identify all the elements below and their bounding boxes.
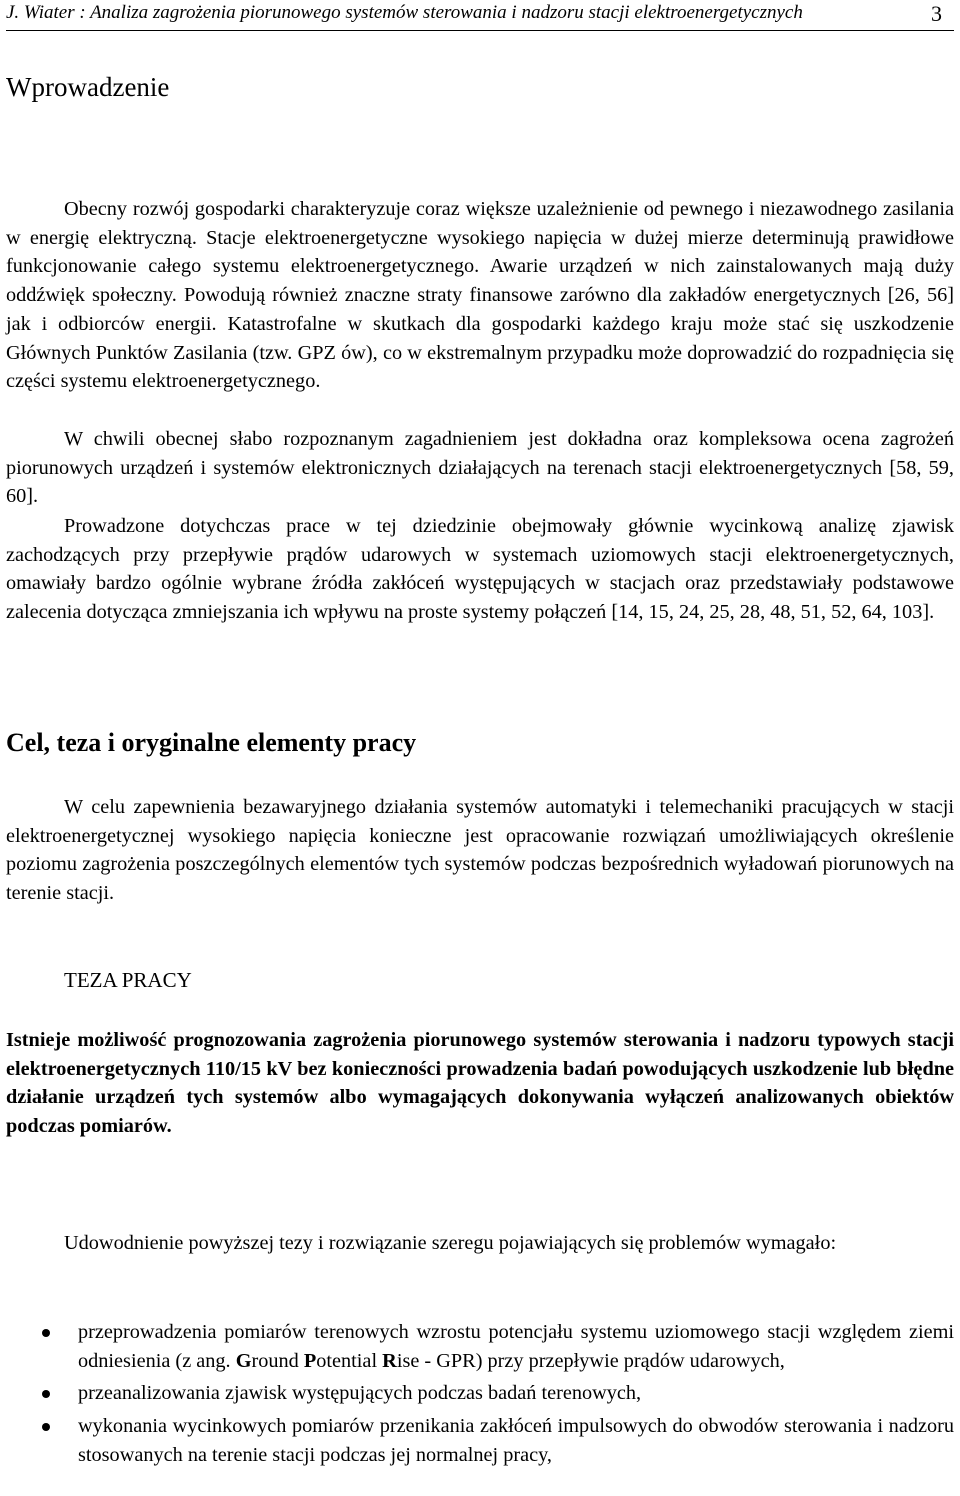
header-title: J. Wiater : Analiza zagrożenia piorunowego systemów sterowania i nadzoru stacji elektroenergetycznych bbox=[6, 2, 803, 23]
intro-paragraph-3: Prowadzone dotychczas prace w tej dziedzinie obejmowały głównie wycinkową analizę zjawisk zachodzących przy przepływie prądów udarowych w systemach uziomowych stacji elektroenergetycznych, omawiały bardzo ogólnie wybrane źródła zakłóceń występujących w stacjach oraz przedstawiały podstawowe zalecenia dotycząca zmniejszania ich wpływu na proste systemy połączeń [14, 15, 24, 25, 28, 48, 51, 52, 64, 103]. bbox=[6, 515, 954, 624]
list-item-text: przeanalizowania zjawisk występujących podczas badań terenowych, bbox=[78, 1382, 642, 1405]
list-item bbox=[6, 1379, 954, 1408]
bullet-icon bbox=[42, 1329, 50, 1337]
running-header bbox=[6, 0, 954, 31]
intro-paragraph-2: W chwili obecnej słabo rozpoznanym zagadnieniem jest dokładna oraz kompleksowa ocena zagrożeń piorunowych urządzeń i systemów elektronicznych działających na terenach stacji elektroenergetycznych [58, 59, 60]. bbox=[6, 428, 954, 508]
goal-paragraph: W celu zapewnienia bezawaryjnego działania systemów automatyki i telemechaniki pracujących w stacji elektroenergetycznej wysokiego napięcia konieczne jest opracowanie rozwiązań umożliwiających określenie poziomu zagrożenia poszczególnych elementów tych systemów podczas bezpośrednich wyładowań piorunowych na terenie stacji. bbox=[6, 796, 954, 905]
list-item-text: przeprowadzenia pomiarów terenowych wzrostu potencjału systemu uziomowego stacji względem ziemi odniesienia (z ang. Ground Potential Rise - GPR) przy przepływie prądów udarowych, bbox=[78, 1321, 954, 1372]
list-item bbox=[6, 1412, 954, 1469]
intro-paragraph-1: Obecny rozwój gospodarki charakteryzuje coraz większe uzależnienie od pewnego i niezawodnego zasilania w energię elektryczną. Stacje elektroenergetyczne wysokiego napięcia w dużej mierze determinują prawidłowe funkcjonowanie całego systemu elektroenergetycznego. Awarie urządzeń w nich zainstalowanych mają duży oddźwięk społeczny. Powodują również znaczne straty finansowe zarówno dla zakładów energetycznych [26, 56] jak i odbiorców energii. Katastrofalne w skutkach dla gospodarki każdego kraju może stać się uszkodzenie Głównych Punktów Zasilania (tzw. GPZ ów), co w ekstremalnym przypadku może doprowadzić do rozpadnięcia się części systemu elektroenergetycznego. bbox=[6, 198, 954, 393]
thesis-text: Istnieje możliwość prognozowania zagrożenia piorunowego systemów sterowania i nadzoru typowych stacji elektroenergetycznych 110/15 kV bez konieczności prowadzenia badań powodujących uszkodzenie lub błędne działanie urządzeń tych systemów albo wymagających dokonywania wyłączeń analizowanych obiektów podczas pomiarów. bbox=[6, 1029, 954, 1138]
requirements-list bbox=[6, 1318, 954, 1474]
bullet-icon bbox=[42, 1390, 50, 1398]
thesis-heading: TEZA PRACY bbox=[64, 968, 192, 992]
section-heading-intro: Wprowadzenie bbox=[6, 72, 170, 102]
page-number: 3 bbox=[931, 1, 942, 26]
list-item bbox=[6, 1318, 954, 1375]
list-item-text: wykonania wycinkowych pomiarów przenikania zakłóceń impulsowych do obwodów sterowania i nadzoru stosowanych na terenie stacji podczas jej normalnej pracy, bbox=[78, 1415, 954, 1466]
section-heading-goal: Cel, teza i oryginalne elementy pracy bbox=[6, 728, 417, 757]
bullet-icon bbox=[42, 1423, 50, 1431]
proof-intro: Udowodnienie powyższej tezy i rozwiązanie szeregu pojawiających się problemów wymagało: bbox=[64, 1232, 837, 1254]
